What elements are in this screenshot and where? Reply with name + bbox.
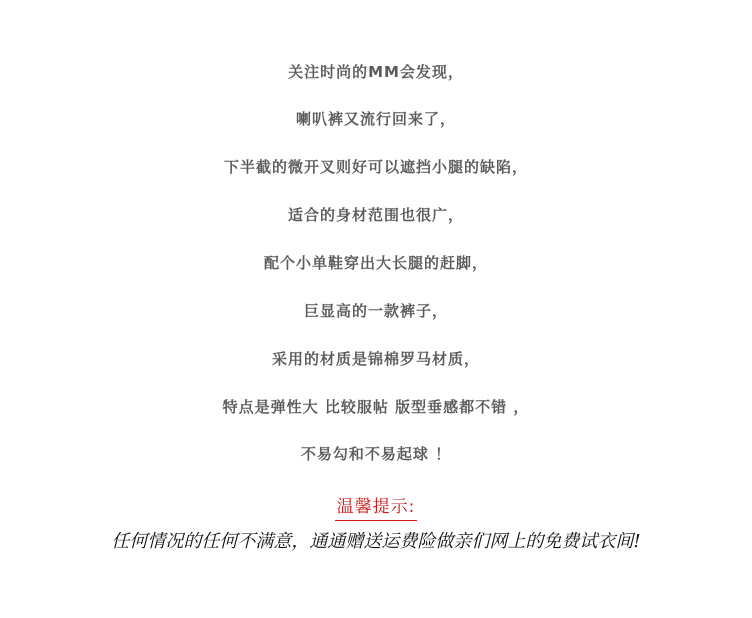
description-line-4: 适合的身材范围也很广， <box>287 206 464 224</box>
description-line-3: 下半截的微开叉则好可以遮挡小腿的缺陷， <box>223 158 528 176</box>
tip-title-row <box>0 496 752 521</box>
tip-title: 温馨提示: <box>335 496 418 521</box>
description-line-9: 不易勾和不易起球 ！ <box>300 445 452 463</box>
description-line-7: 采用的材质是锦棉罗马材质， <box>271 350 480 368</box>
description-line-6: 巨显高的一款裤子， <box>303 302 448 320</box>
description-line-1: 关注时尚的MM会发现， <box>288 63 464 81</box>
description-line-2: 喇叭裤又流行回来了， <box>295 110 456 128</box>
description-line-8: 特点是弹性大 比较服帖 版型垂感都不错 ， <box>222 398 530 416</box>
description-line-5: 配个小单鞋穿出大长腿的赶脚， <box>263 254 488 272</box>
tip-body: 任何情况的任何不满意，通通赠送运费险做亲们网上的免费试衣间! <box>111 531 641 552</box>
